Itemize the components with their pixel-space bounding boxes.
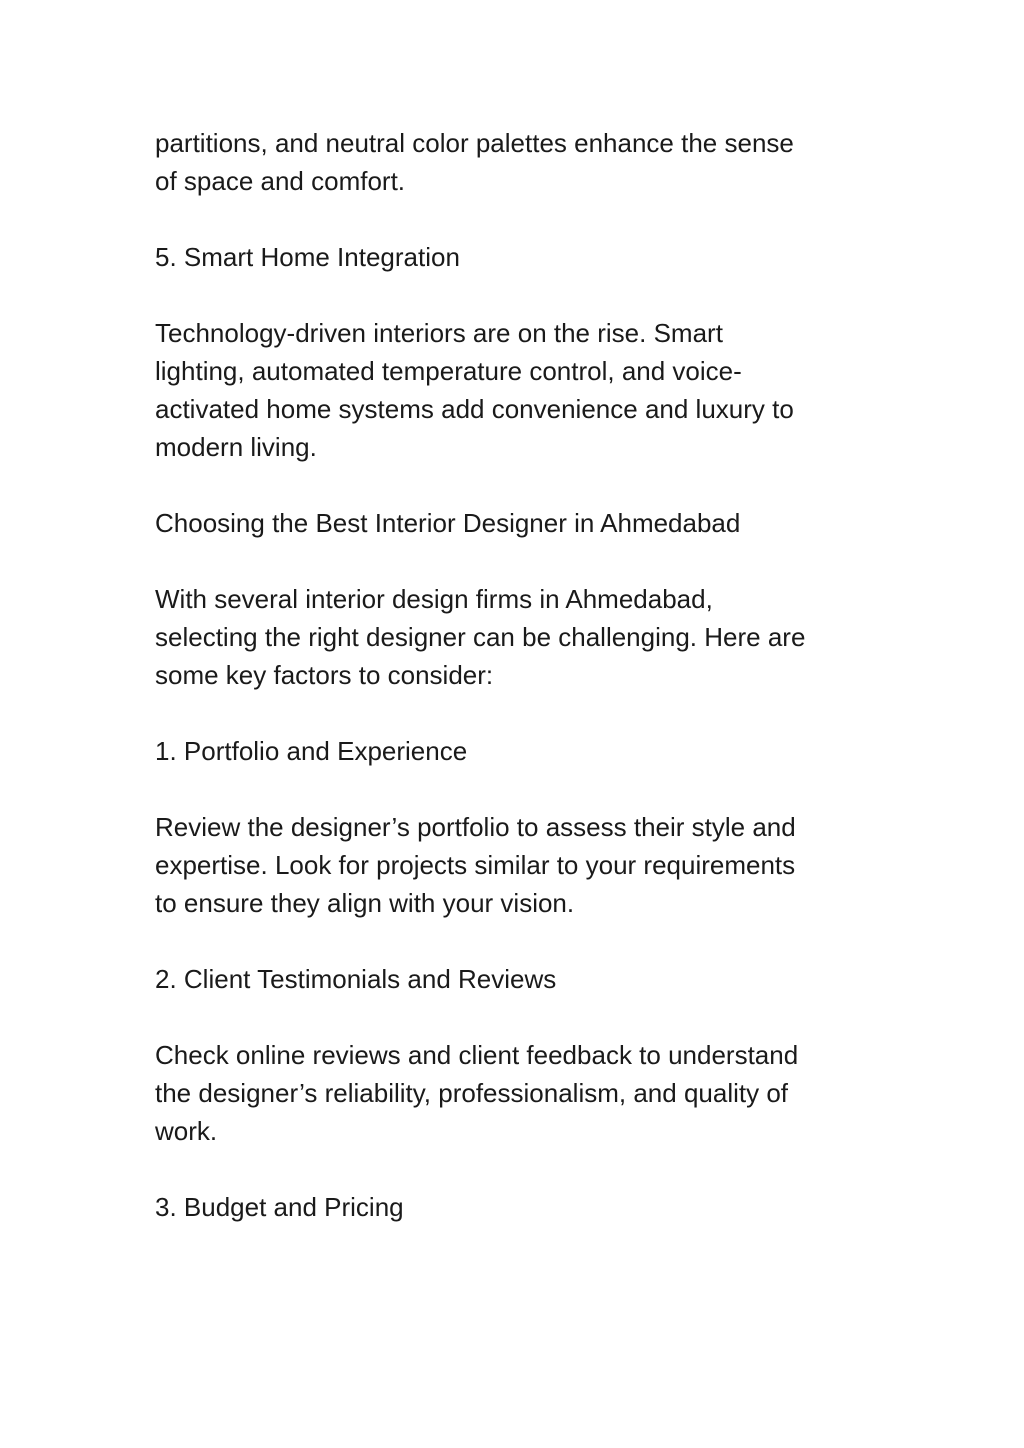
paragraph-check-reviews: Check online reviews and client feedback to understand the designer’s reliability, professionalism, and quality of work. — [155, 1040, 799, 1146]
document-body — [155, 124, 885, 1264]
paragraph-several-firms: With several interior design firms in Ahmedabad, selecting the right designer can be challenging. Here are some key factors to consider: — [155, 584, 806, 690]
heading-portfolio-experience: 1. Portfolio and Experience — [155, 736, 468, 766]
heading-choosing-designer: Choosing the Best Interior Designer in Ahmedabad — [155, 508, 741, 538]
paragraph-space-comfort: partitions, and neutral color palettes enhance the sense of space and comfort. — [155, 128, 794, 196]
paragraph-technology-driven: Technology-driven interiors are on the rise. Smart lighting, automated temperature control, and voice- activated home systems add convenience and luxury to modern living. — [155, 318, 794, 462]
heading-smart-home-integration: 5. Smart Home Integration — [155, 242, 460, 272]
heading-client-testimonials: 2. Client Testimonials and Reviews — [155, 964, 557, 994]
heading-budget-pricing: 3. Budget and Pricing — [155, 1192, 404, 1222]
paragraph-review-portfolio: Review the designer’s portfolio to assess their style and expertise. Look for projects similar to your requirements to ensure they align with your vision. — [155, 812, 796, 918]
